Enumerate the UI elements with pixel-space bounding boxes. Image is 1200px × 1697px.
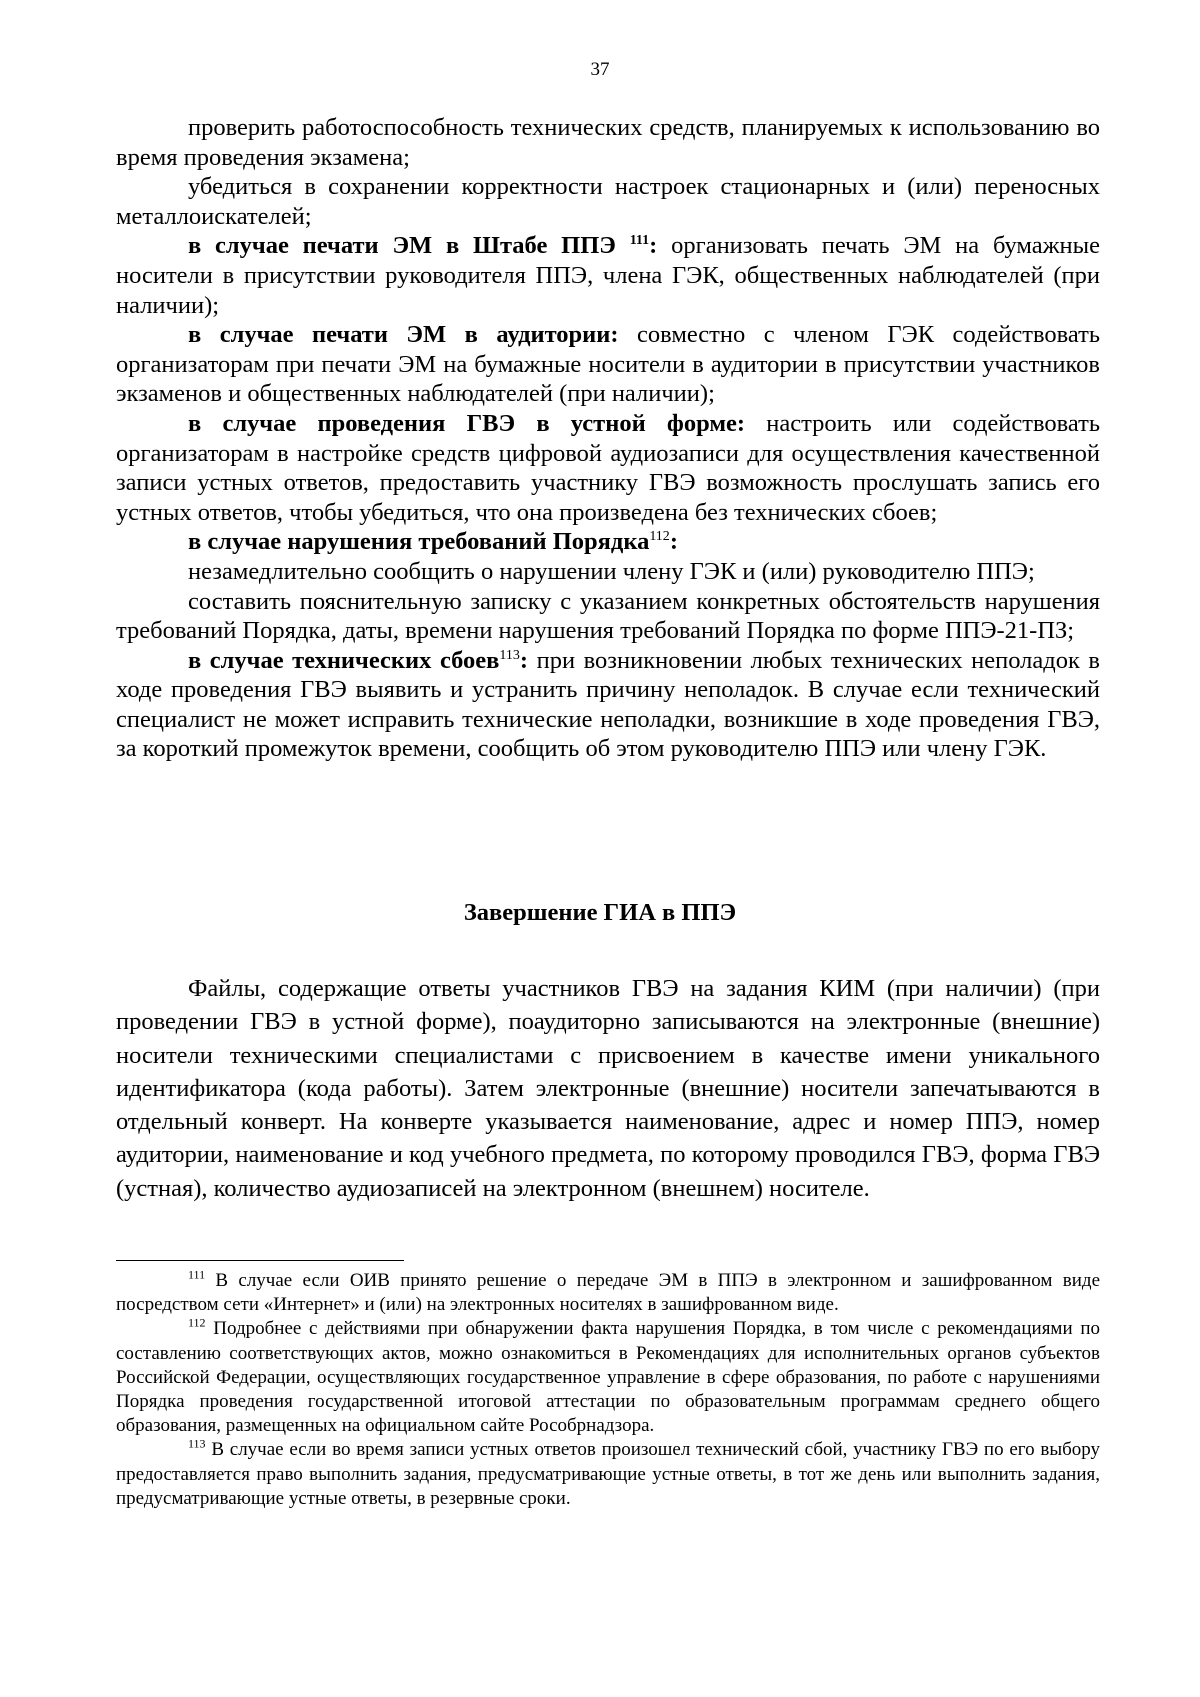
footnote-text: В случае если ОИВ принято решение о передаче ЭМ в ППЭ в электронном и зашифрованном виде посредством сети «Интернет» и (или) на электронных носителях в зашифрованном виде.	[116, 1270, 1100, 1316]
paragraph-text: организовать печать ЭМ на бумажные носители в присутствии руководителя ППЭ, члена ГЭК, общественных наблюдателей (при наличии);	[116, 232, 1100, 319]
paragraph-report-violation: незамедлительно сообщить о нарушении члену ГЭК и (или) руководителю ППЭ;	[188, 557, 1035, 585]
paragraph-check-equipment: проверить работоспособность технических средств, планируемых к использованию во время проведения экзамена;	[116, 114, 1100, 171]
bold-lead-violation: в случае нарушения требований Порядка	[188, 528, 650, 556]
section-paragraph: Файлы, содержащие ответы участников ГВЭ на задания КИМ (при наличии) (при проведении ГВЭ в устной форме), поаудиторно записываются на электронные (внешние) носители техническими специалистами с присвоением в качестве имени уникального идентификатора (кода работы). Затем электронные (внешние) носители запечатываются в отдельный конверт. На конверте указывается наименование, адрес и номер ППЭ, номер аудитории, наименование и код учебного предмета, по которому проводился ГВЭ, форма ГВЭ (устная), количество аудиозаписей на электронном (внешнем) носителе.	[116, 975, 1100, 1202]
page-number: 37	[590, 59, 610, 80]
paragraph-print-in-room	[116, 320, 1100, 409]
footnote-111	[116, 1269, 1100, 1317]
bold-lead-print-in-hq: в случае печати ЭМ в Штабе ППЭ	[188, 232, 616, 260]
footnote-ref-112: 112	[649, 529, 670, 545]
paragraph-oral-form	[116, 409, 1100, 527]
bold-colon: :	[669, 528, 678, 556]
paragraph-text: совместно с членом ГЭК содействовать организаторам при печати ЭМ на бумажные носители в аудитории в присутствии участников экзаменов и общественных наблюдателей (при наличии);	[116, 321, 1100, 408]
bold-colon: :	[519, 646, 529, 674]
paragraph-technical-failures	[116, 646, 1100, 764]
body-text	[116, 113, 1100, 764]
section-title: Завершение ГИА в ППЭ	[463, 899, 737, 926]
footnote-number: 113	[188, 1437, 206, 1452]
bold-colon: :	[649, 232, 658, 260]
paragraph-print-in-hq	[116, 231, 1100, 320]
footnote-ref-113: 113	[499, 647, 520, 663]
footnote-number: 112	[188, 1316, 206, 1331]
bold-lead-print-in-room: в случае печати ЭМ в аудитории:	[188, 321, 619, 349]
footnote-text: В случае если во время записи устных ответов произошел технический сбой, участнику ГВЭ по его выбору предоставляется право выполнить задания, предусматривающие устные ответы, в тот же день или выполнить задания, предусматривающие устные ответы, в резервные сроки.	[116, 1439, 1100, 1509]
footnote-separator	[116, 1260, 404, 1261]
footnote-113	[116, 1438, 1100, 1511]
bold-lead-oral-form: в случае проведения ГВЭ в устной форме:	[188, 409, 746, 437]
footnote-text: Подробнее с действиями при обнаружении факта нарушения Порядка, в том числе с рекомендациями по составлению соответствующих актов, можно ознакомиться в Рекомендациях для исполнительных органов субъектов Российской Федерации, осуществляющих государственное управление в сфере образования, по работе с нарушениями Порядка проведения государственной итоговой аттестации по образовательным программам среднего общего образования, размещенных на официальном сайте Рособрнадзора.	[116, 1318, 1100, 1437]
footnotes	[116, 1269, 1100, 1511]
footnote-112	[116, 1317, 1100, 1438]
paragraph-text: настроить или содействовать организаторам в настройке средств цифровой аудиозаписи для осуществления качественной записи устных ответов, предоставить участнику ГВЭ возможность прослушать запись его устных ответов, чтобы убедиться, что она произведена без технических сбоев;	[116, 409, 1100, 526]
bold-lead-technical-failures: в случае технических сбоев	[188, 646, 500, 674]
paragraph-violation-heading	[116, 527, 1100, 557]
paragraph-metal-detectors: убедиться в сохранении корректности настроек стационарных и (или) переносных металлоискателей;	[116, 173, 1100, 230]
paragraph-text: при возникновении любых технических неполадок в ходе проведения ГВЭ выявить и устранить причину неполадок. В случае если технический специалист не может исправить технические неполадки, возникшие в ходе проведения ГВЭ, за короткий промежуток времени, сообщить об этом руководителю ППЭ или члену ГЭК.	[116, 646, 1100, 763]
paragraph-explanatory-note: составить пояснительную записку с указанием конкретных обстоятельств нарушения требований Порядка, даты, времени нарушения требований Порядка по форме ППЭ-21-ПЗ;	[116, 587, 1100, 645]
footnote-ref-111: 111	[629, 233, 650, 249]
footnote-number: 111	[188, 1267, 206, 1282]
